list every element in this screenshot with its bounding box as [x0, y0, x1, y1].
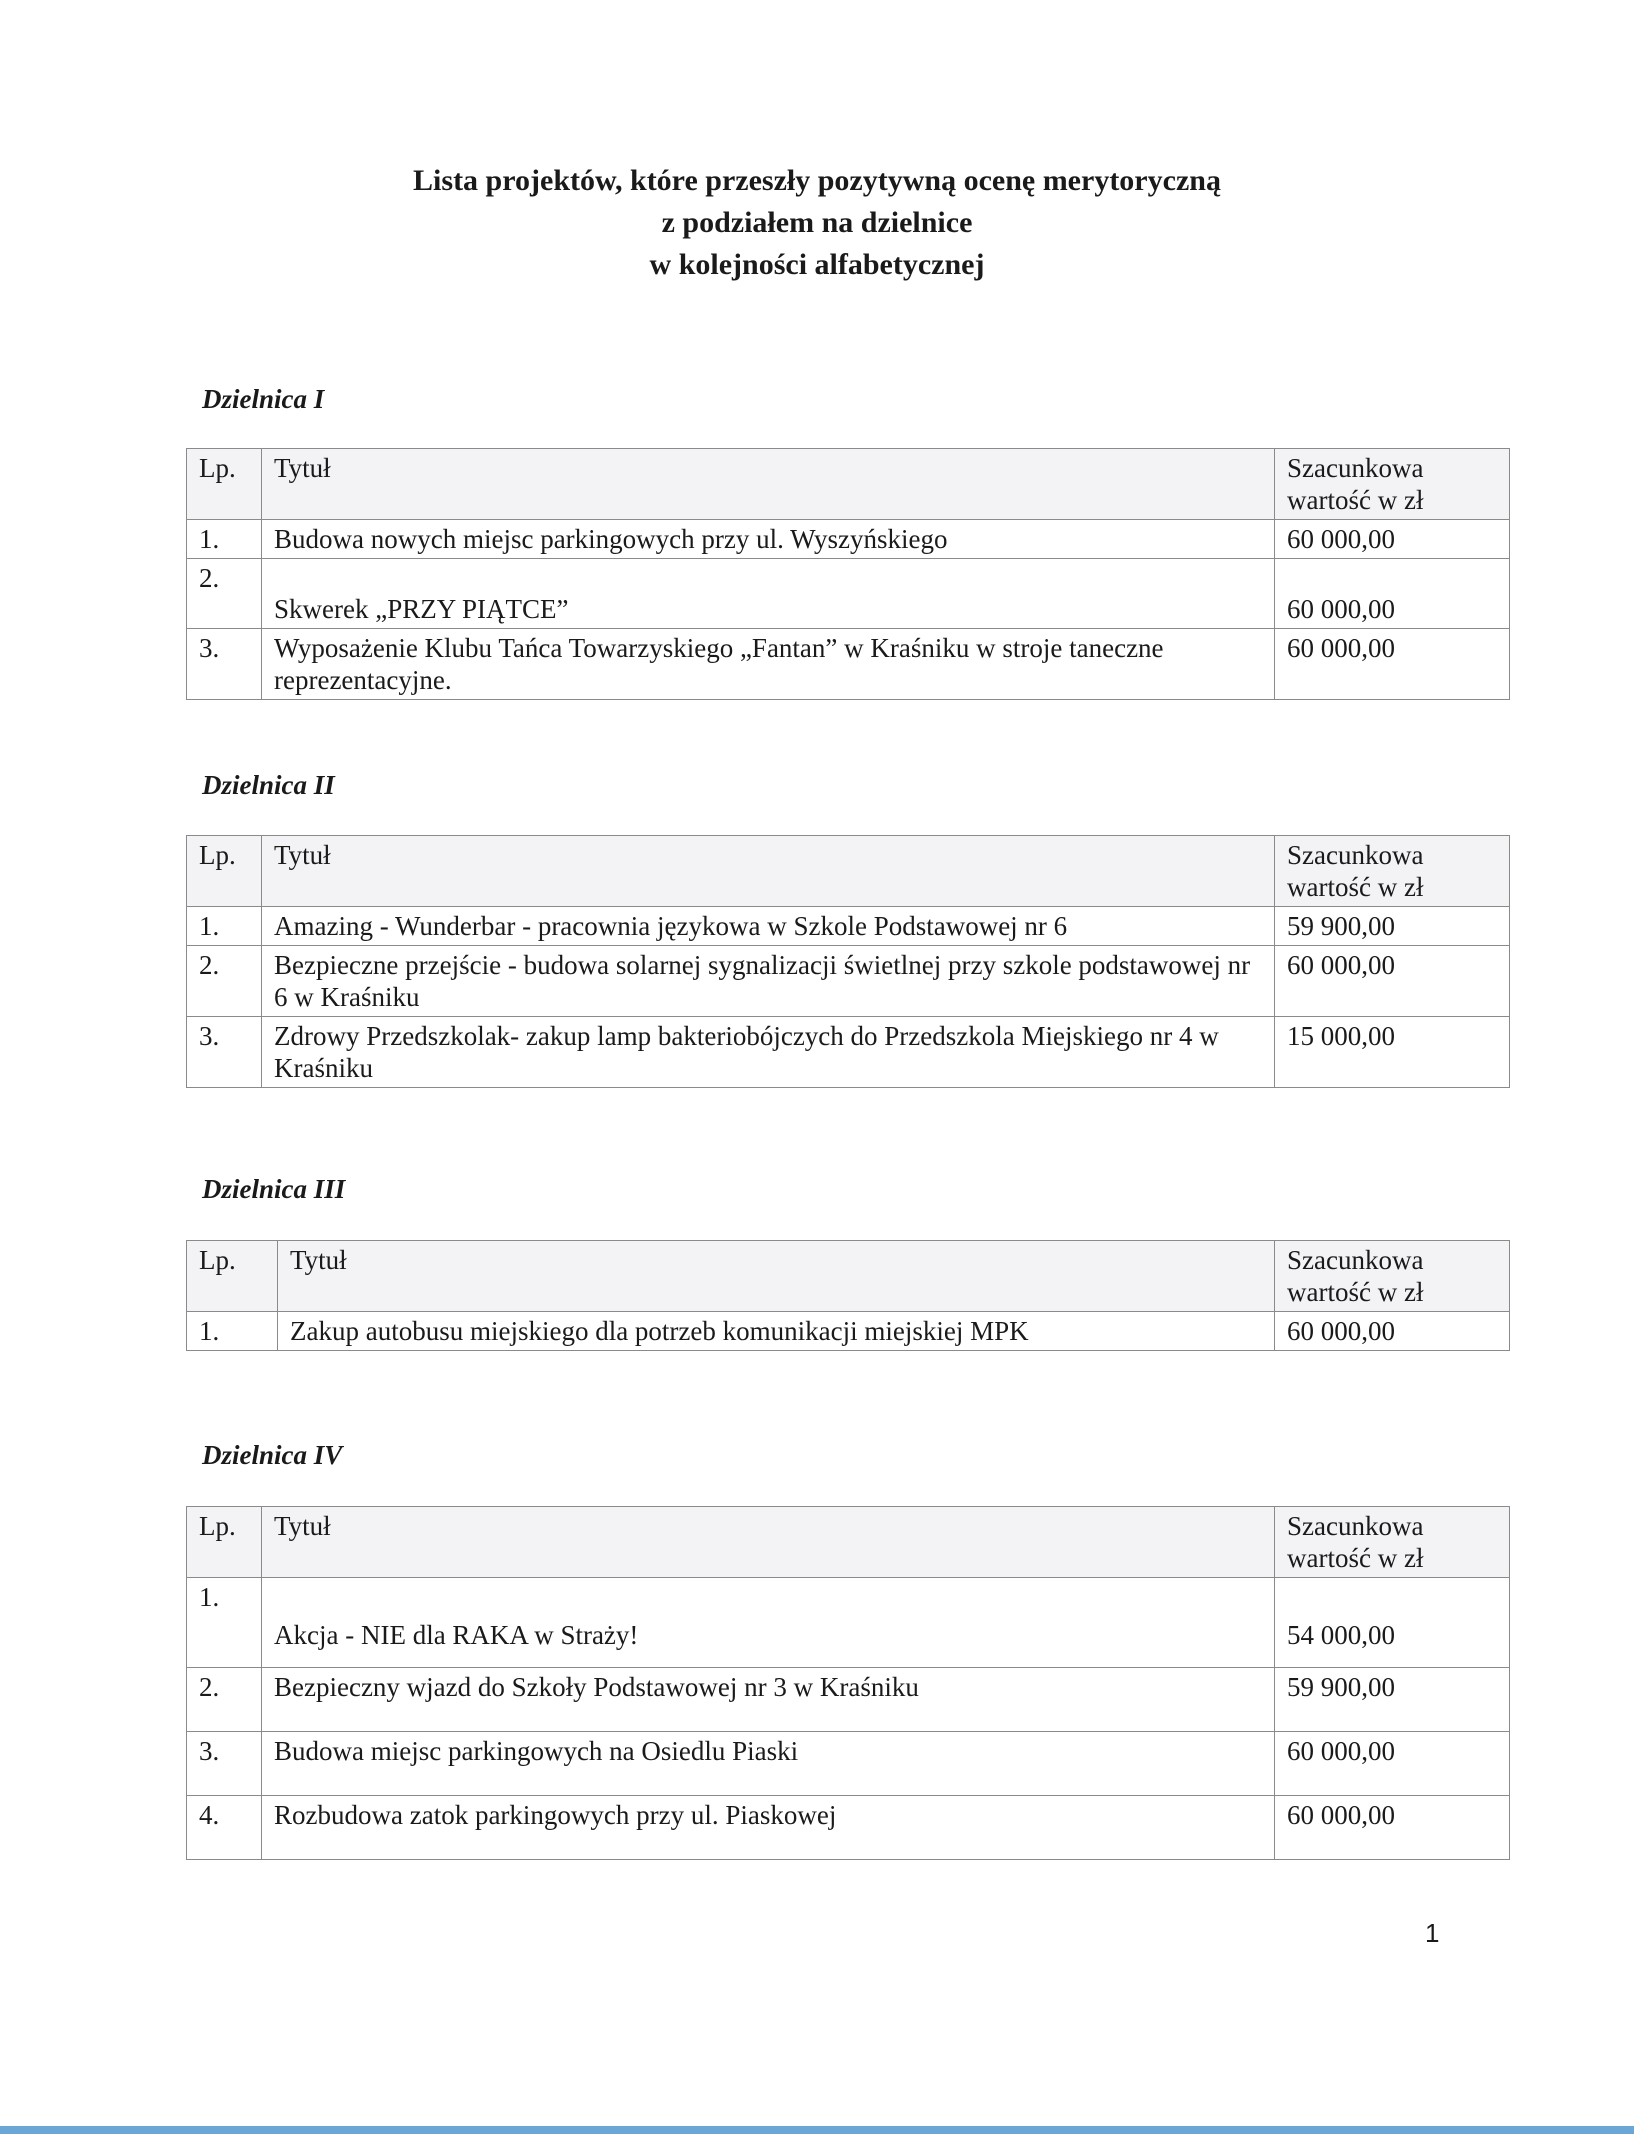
row-value: 60 000,00	[1275, 559, 1510, 629]
table-header-row	[187, 836, 1510, 907]
projects-table-dzielnica-1	[186, 448, 1510, 700]
table-row	[187, 1796, 1510, 1860]
row-value: 60 000,00	[1275, 946, 1510, 1017]
header-title: Tytuł	[262, 1507, 1275, 1578]
row-lp: 2.	[187, 1668, 262, 1732]
header-value	[1275, 836, 1510, 907]
row-value: 60 000,00	[1275, 1796, 1510, 1860]
row-lp: 1.	[187, 1312, 278, 1351]
title-line-2: z podziałem na dzielnice	[661, 206, 973, 239]
row-title: Bezpieczne przejście - budowa solarnej sygnalizacji świetlnej przy szkole podstawowej nr 6 w Kraśniku	[262, 946, 1275, 1017]
row-value: 60 000,00	[1275, 520, 1510, 559]
projects-table-dzielnica-2	[186, 835, 1510, 1088]
header-title: Tytuł	[262, 449, 1275, 520]
title-line-3: w kolejności alfabetycznej	[649, 248, 985, 281]
row-value: 60 000,00	[1275, 629, 1510, 700]
row-title: Amazing - Wunderbar - pracownia językowa w Szkole Podstawowej nr 6	[262, 907, 1275, 946]
header-value-line-1: Szacunkowa	[1287, 1245, 1424, 1275]
document-title	[0, 160, 1634, 286]
header-value-line-1: Szacunkowa	[1287, 840, 1424, 870]
row-lp: 3.	[187, 1017, 262, 1088]
header-lp: Lp.	[187, 1241, 278, 1312]
table-row	[187, 907, 1510, 946]
row-lp: 3.	[187, 629, 262, 700]
section-heading-dzielnica-4: Dzielnica IV	[202, 1440, 343, 1470]
table-header-row	[187, 1241, 1510, 1312]
row-value: 59 900,00	[1275, 907, 1510, 946]
row-title: Zakup autobusu miejskiego dla potrzeb komunikacji miejskiej MPK	[278, 1312, 1275, 1351]
row-value: 60 000,00	[1275, 1312, 1510, 1351]
table-header-row	[187, 1507, 1510, 1578]
row-lp: 2.	[187, 946, 262, 1017]
row-title: Skwerek „PRZY PIĄTCE”	[262, 559, 1275, 629]
projects-table-dzielnica-4	[186, 1506, 1510, 1860]
table-row	[187, 559, 1510, 629]
table-row	[187, 629, 1510, 700]
row-title: Rozbudowa zatok parkingowych przy ul. Piaskowej	[262, 1796, 1275, 1860]
header-value-line-2: wartość w zł	[1287, 872, 1424, 902]
row-lp: 1.	[187, 520, 262, 559]
row-lp: 1.	[187, 1578, 262, 1668]
header-value	[1275, 1507, 1510, 1578]
section-heading-dzielnica-3: Dzielnica III	[202, 1174, 346, 1204]
row-lp: 2.	[187, 559, 262, 629]
header-value-line-2: wartość w zł	[1287, 1543, 1424, 1573]
row-title: Wyposażenie Klubu Tańca Towarzyskiego „Fantan” w Kraśniku w stroje taneczne reprezentacyjne.	[262, 629, 1275, 700]
row-value: 59 900,00	[1275, 1668, 1510, 1732]
header-lp: Lp.	[187, 449, 262, 520]
header-title: Tytuł	[262, 836, 1275, 907]
header-lp: Lp.	[187, 1507, 262, 1578]
header-value-line-1: Szacunkowa	[1287, 453, 1424, 483]
row-title: Zdrowy Przedszkolak- zakup lamp bakteriobójczych do Przedszkola Miejskiego nr 4 w Kraśniku	[262, 1017, 1275, 1088]
row-title: Bezpieczny wjazd do Szkoły Podstawowej nr 3 w Kraśniku	[262, 1668, 1275, 1732]
row-lp: 4.	[187, 1796, 262, 1860]
row-value: 54 000,00	[1275, 1578, 1510, 1668]
row-title: Akcja - NIE dla RAKA w Straży!	[262, 1578, 1275, 1668]
table-row	[187, 946, 1510, 1017]
row-value: 15 000,00	[1275, 1017, 1510, 1088]
table-row	[187, 1668, 1510, 1732]
table-row	[187, 1312, 1510, 1351]
scan-edge-bar	[0, 2126, 1634, 2134]
row-title: Budowa miejsc parkingowych na Osiedlu Piaski	[262, 1732, 1275, 1796]
row-lp: 1.	[187, 907, 262, 946]
header-value-line-2: wartość w zł	[1287, 1277, 1424, 1307]
row-value: 60 000,00	[1275, 1732, 1510, 1796]
table-row	[187, 1017, 1510, 1088]
header-lp: Lp.	[187, 836, 262, 907]
section-heading-dzielnica-1: Dzielnica I	[202, 384, 325, 414]
table-row	[187, 520, 1510, 559]
table-row	[187, 1732, 1510, 1796]
row-lp: 3.	[187, 1732, 262, 1796]
header-value	[1275, 449, 1510, 520]
projects-table-dzielnica-3	[186, 1240, 1510, 1351]
row-title: Budowa nowych miejsc parkingowych przy ul. Wyszyńskiego	[262, 520, 1275, 559]
header-title: Tytuł	[278, 1241, 1275, 1312]
header-value-line-1: Szacunkowa	[1287, 1511, 1424, 1541]
header-value-line-2: wartość w zł	[1287, 485, 1424, 515]
table-header-row	[187, 449, 1510, 520]
page-number: 1	[1425, 1918, 1440, 1948]
title-line-1: Lista projektów, które przeszły pozytywną ocenę merytoryczną	[413, 164, 1221, 197]
header-value	[1275, 1241, 1510, 1312]
section-heading-dzielnica-2: Dzielnica II	[202, 770, 335, 800]
table-row	[187, 1578, 1510, 1668]
